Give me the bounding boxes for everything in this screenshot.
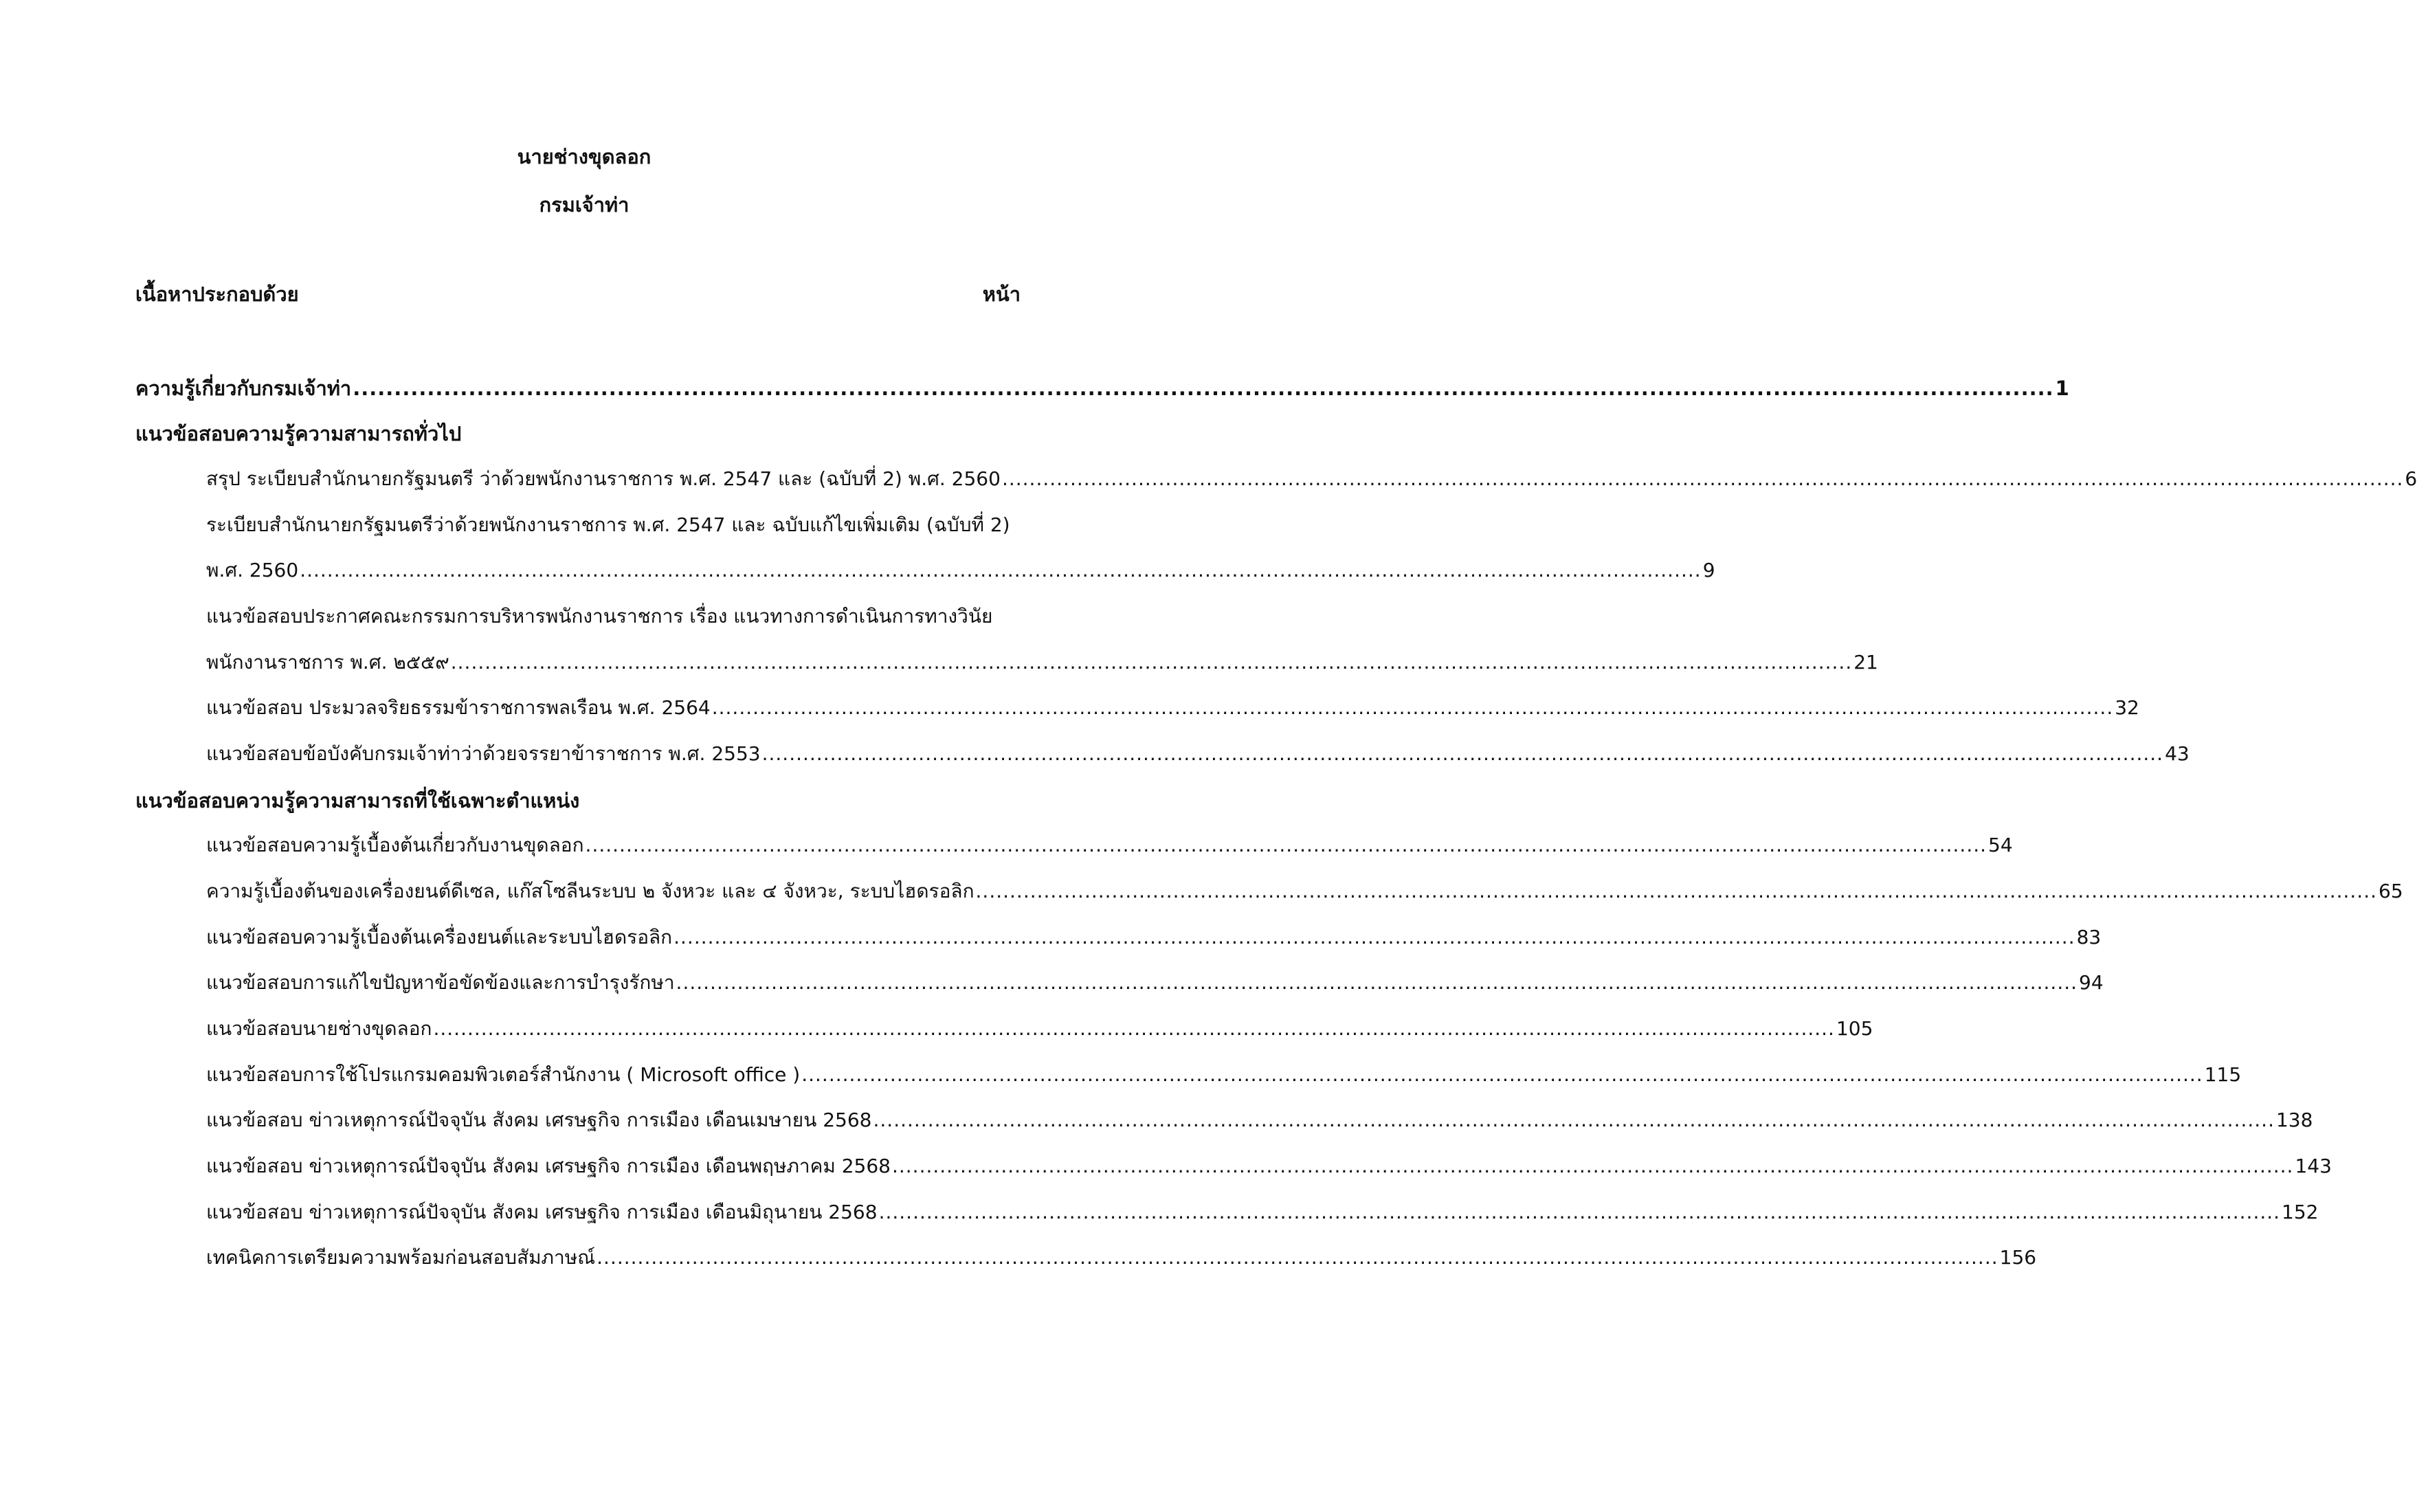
toc-entry[interactable] <box>206 464 2417 494</box>
toc-entry-label: แนวข้อสอบข้อบังคับกรมเจ้าท่าว่าด้วยจรรยาข้าราชการ พ.ศ. 2553 <box>206 742 761 765</box>
toc-entry-page: 65 <box>2379 880 2403 902</box>
toc-entry[interactable] <box>206 647 1878 678</box>
toc-entry[interactable] <box>206 555 1715 586</box>
toc-entry-page: 1 <box>2055 377 2069 400</box>
toc-entry-page: 6 <box>2405 467 2417 490</box>
toc-entry-label-line1: ระเบียบสำนักนายกรัฐมนตรีว่าด้วยพนักงานราชการ พ.ศ. 2547 และ ฉบับแก้ไขเพิ่มเติม (ฉบับที่ 2) <box>206 513 1010 536</box>
toc-entry-label: แนวข้อสอบการใช้โปรแกรมคอมพิวเตอร์สำนักงาน ( Microsoft office ) <box>206 1063 801 1086</box>
toc-entry-label: แนวข้อสอบ ข่าวเหตุการณ์ปัจจุบัน สังคม เศรษฐกิจ การเมือง เดือนมิถุนายน 2568 <box>206 1201 878 1223</box>
toc-entry[interactable] <box>206 830 2013 860</box>
toc-entry-page: 83 <box>2076 926 2102 948</box>
toc-entry-page: 32 <box>2115 696 2139 719</box>
toc-entry-label: แนวข้อสอบ ข่าวเหตุการณ์ปัจจุบัน สังคม เศรษฐกิจ การเมือง เดือนพฤษภาคม 2568 <box>206 1155 891 1177</box>
toc-entry-label: แนวข้อสอบการแก้ไขปัญหาข้อขัดข้องและการบำรุงรักษา <box>206 971 675 994</box>
toc-entry-label: แนวข้อสอบนายช่างขุดลอก <box>206 1017 432 1040</box>
toc-entry-page: 156 <box>1999 1246 2037 1269</box>
toc-entry-label: สรุป ระเบียบสำนักนายกรัฐมนตรี ว่าด้วยพนักงานราชการ พ.ศ. 2547 และ (ฉบับที่ 2) พ.ศ. 2560 <box>206 467 1001 490</box>
leader-dots: .............................................................................................................................................................................................................. <box>711 696 2114 719</box>
toc-entry-label: พนักงานราชการ พ.ศ. ๒๕๕๙ <box>206 651 449 674</box>
leader-dots: .............................................................................................................................................................................................................. <box>450 651 1853 674</box>
toc-entry-label: เทคนิคการเตรียมความพร้อมก่อนสอบสัมภาษณ์ <box>206 1246 596 1269</box>
toc-entry-page: 94 <box>2079 971 2104 994</box>
toc-entry-page: 105 <box>1836 1017 1873 1040</box>
toc-entry-label: แนวข้อสอบความรู้เบื้องต้นเกี่ยวกับงานขุดลอก <box>206 834 584 856</box>
toc-entry[interactable] <box>206 1197 2319 1227</box>
leader-dots: .............................................................................................................................................................................................................. <box>673 926 2075 948</box>
toc-entry-page: 54 <box>1988 834 2013 856</box>
toc-entry-label: แนวข้อสอบความรู้เบื้องต้นเครื่องยนต์และระบบไฮดรอลิก <box>206 926 673 948</box>
toc-entry-label: แนวข้อสอบ ข่าวเหตุการณ์ปัจจุบัน สังคม เศรษฐกิจ การเมือง เดือนเมษายน 2568 <box>206 1109 872 1131</box>
toc-entry-page: 115 <box>2204 1063 2242 1086</box>
toc-entry-label-line1: แนวข้อสอบประกาศคณะกรรมการบริหารพนักงานราชการ เรื่อง แนวทางการดำเนินการทางวินัย <box>206 605 993 627</box>
toc-entry[interactable] <box>206 693 2139 723</box>
toc-entry[interactable] <box>206 876 2403 907</box>
toc-entry-page: 138 <box>2275 1109 2313 1131</box>
leader-dots: .............................................................................................................................................................................................................. <box>1001 467 2404 490</box>
toc-entry[interactable] <box>206 1151 2332 1181</box>
leader-dots: .............................................................................................................................................................................................................. <box>300 559 1702 581</box>
contents-label: เนื้อหาประกอบด้วย <box>135 282 299 306</box>
leader-dots: .............................................................................................................................................................................................................. <box>433 1017 1835 1040</box>
leader-dots: .............................................................................................................................................................................................................. <box>873 1109 2275 1131</box>
toc-entry[interactable] <box>206 1014 1873 1044</box>
document-title: นายช่างขุดลอก <box>517 145 651 168</box>
toc-entry-label: ความรู้เบื้องต้นของเครื่องยนต์ดีเซล, แก๊สโซลีนระบบ ๒ จังหวะ และ ๔ จังหวะ, ระบบไฮดรอลิก <box>206 880 974 902</box>
leader-dots: .............................................................................................................................................................................................................. <box>878 1201 2281 1223</box>
section-heading-general: แนวข้อสอบความรู้ความสามารถทั่วไป <box>135 422 462 445</box>
leader-dots: .............................................................................................................................................................................................................. <box>801 1063 2203 1086</box>
leader-dots: .............................................................................................................................................................................................................. <box>597 1246 1998 1269</box>
toc-entry[interactable] <box>206 1105 2313 1135</box>
toc-entry[interactable] <box>206 1243 2037 1273</box>
toc-entry-page: 143 <box>2295 1155 2332 1177</box>
leader-dots: .............................................................................................................................................................................................................. <box>676 971 2078 994</box>
toc-entry-page: 43 <box>2165 742 2190 765</box>
leader-dots: .............................................................................................................................................................................................................. <box>353 377 2054 400</box>
leader-dots: .............................................................................................................................................................................................................. <box>975 880 2378 902</box>
leader-dots: .............................................................................................................................................................................................................. <box>891 1155 2294 1177</box>
toc-entry[interactable] <box>206 739 2190 769</box>
toc-entry-label: พ.ศ. 2560 <box>206 559 299 581</box>
section-heading-position-specific: แนวข้อสอบความรู้ความสามารถที่ใช้เฉพาะตำแหน่ง <box>135 789 580 812</box>
toc-entry-page: 9 <box>1702 559 1715 581</box>
document-subtitle: กรมเจ้าท่า <box>539 193 630 216</box>
toc-entry[interactable] <box>206 922 2102 953</box>
toc-entry-label: แนวข้อสอบ ประมวลจริยธรรมข้าราชการพลเรือน พ.ศ. 2564 <box>206 696 711 719</box>
toc-entry-page: 152 <box>2282 1201 2319 1223</box>
toc-entry-page: 21 <box>1853 651 1878 674</box>
toc-entry-intro[interactable] <box>135 373 2069 404</box>
toc-entry[interactable] <box>206 968 2104 998</box>
leader-dots: .............................................................................................................................................................................................................. <box>761 742 2164 765</box>
page-column-label: หน้า <box>982 282 1021 306</box>
toc-entry[interactable] <box>206 1060 2242 1090</box>
toc-entry-label: ความรู้เกี่ยวกับกรมเจ้าท่า <box>135 377 352 400</box>
leader-dots: .............................................................................................................................................................................................................. <box>585 834 1987 856</box>
